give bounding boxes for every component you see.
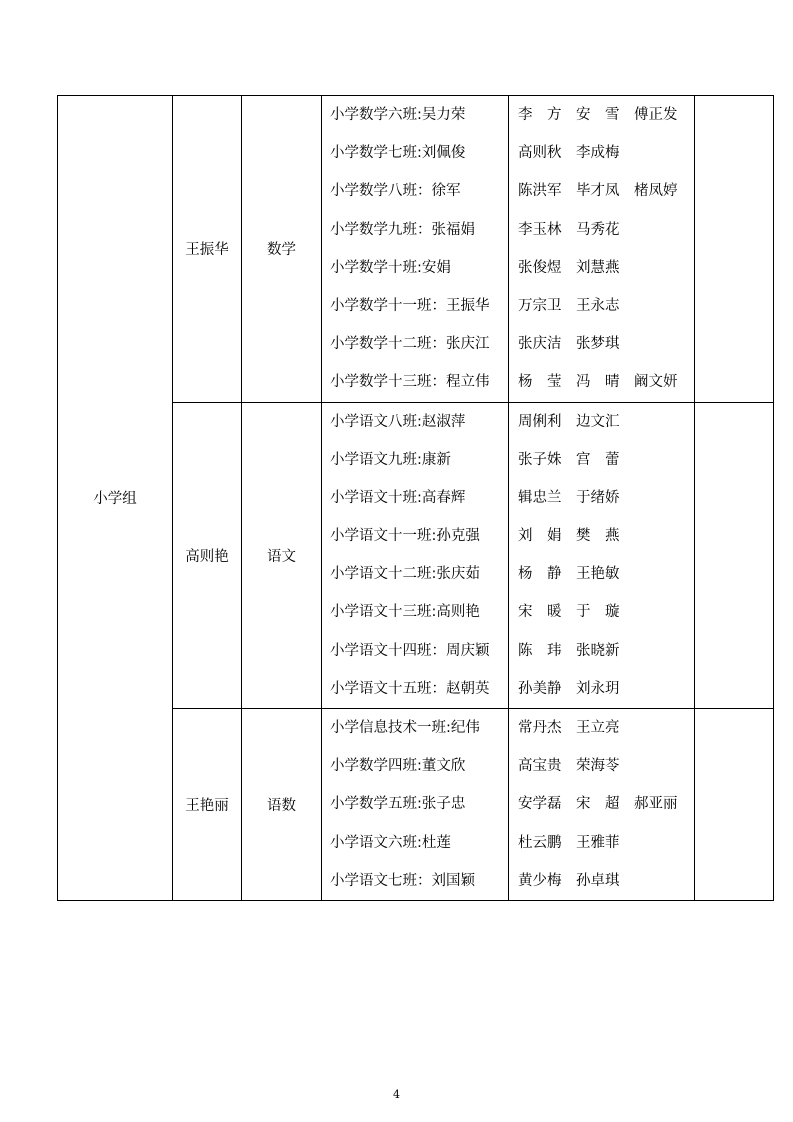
member-entry: 黄少梅 孙卓琪 [518,872,620,889]
group-assignment-table [57,95,774,901]
class-entry: 小学语文十三班:高则艳 [330,604,480,621]
blank-cell [695,709,774,901]
group-name-cell: 小学组 [58,96,173,901]
class-entry: 小学语文十一班:孙克强 [330,528,480,545]
class-entry: 小学数学十一班：王振华 [330,297,490,314]
member-entry: 周俐利 边文汇 [518,413,620,430]
member-entry: 张子姝 宫 蕾 [518,451,620,468]
member-entry: 杨 静 王艳敏 [518,566,620,583]
member-entry: 万宗卫 王永志 [518,297,620,314]
member-entry: 安学磊 宋 超 郝亚丽 [518,796,678,813]
class-entry: 小学语文六班:杜莲 [330,834,451,851]
member-entry: 高宝贵 荣海苓 [518,758,620,775]
member-entry: 张俊煜 刘慧燕 [518,259,620,276]
member-entry: 杨 莹 冯 晴 阚文妍 [518,374,678,391]
class-entry: 小学数学七班:刘佩俊 [330,145,466,162]
subject-cell: 语文 [242,402,322,709]
member-entry: 宋 暖 于 璇 [518,604,620,621]
class-entry: 小学数学九班：张福娟 [330,221,475,238]
member-entry: 李 方 安 雪 傅正发 [518,107,678,123]
subject-cell: 数学 [242,96,322,403]
class-entry: 小学数学四班:董文欣 [330,758,466,775]
member-entry: 张庆洁 张梦琪 [518,336,620,353]
class-entry: 小学语文十班:高春辉 [330,489,466,506]
member-entry: 孙美静 刘永玥 [518,680,620,697]
class-entry: 小学语文九班:康新 [330,451,451,468]
member-list-cell [509,96,695,403]
leader-cell: 高则艳 [173,402,242,709]
class-entry: 小学语文十二班:张庆茹 [330,566,480,583]
class-list-cell [322,709,509,901]
class-entry: 小学数学十三班：程立伟 [330,374,490,391]
class-entry: 小学信息技术一班:纪伟 [330,720,480,736]
class-entry: 小学语文七班：刘国颖 [330,872,475,889]
member-entry: 李玉林 马秀花 [518,221,620,238]
class-entry: 小学数学六班:吴力荣 [330,107,466,123]
blank-cell [695,96,774,403]
member-entry: 陈 玮 张晓新 [518,642,620,659]
page-number: 4 [393,1088,400,1101]
class-entry: 小学数学十班:安娟 [330,259,451,276]
class-list-cell [322,96,509,403]
class-list-cell [322,402,509,709]
leader-cell: 王振华 [173,96,242,403]
member-entry: 辑忠兰 于绪娇 [518,489,620,506]
member-list-cell [509,709,695,901]
member-entry: 刘 娟 樊 燕 [518,528,620,545]
member-list-cell [509,402,695,709]
section-row-math [58,96,774,403]
class-entry: 小学数学十二班：张庆江 [330,336,490,353]
subject-cell: 语数 [242,709,322,901]
member-entry: 常丹杰 王立亮 [518,720,620,736]
member-entry: 杜云鹏 王雅菲 [518,834,620,851]
member-entry: 高则秋 李成梅 [518,145,620,162]
leader-cell: 王艳丽 [173,709,242,901]
blank-cell [695,402,774,709]
class-entry: 小学语文八班:赵淑萍 [330,413,466,430]
class-entry: 小学数学八班：徐军 [330,183,461,200]
class-entry: 小学语文十五班：赵朝英 [330,680,490,697]
class-entry: 小学语文十四班：周庆颖 [330,642,490,659]
member-entry: 陈洪军 毕才凤 楮凤婷 [518,183,678,200]
class-entry: 小学数学五班:张子忠 [330,796,466,813]
